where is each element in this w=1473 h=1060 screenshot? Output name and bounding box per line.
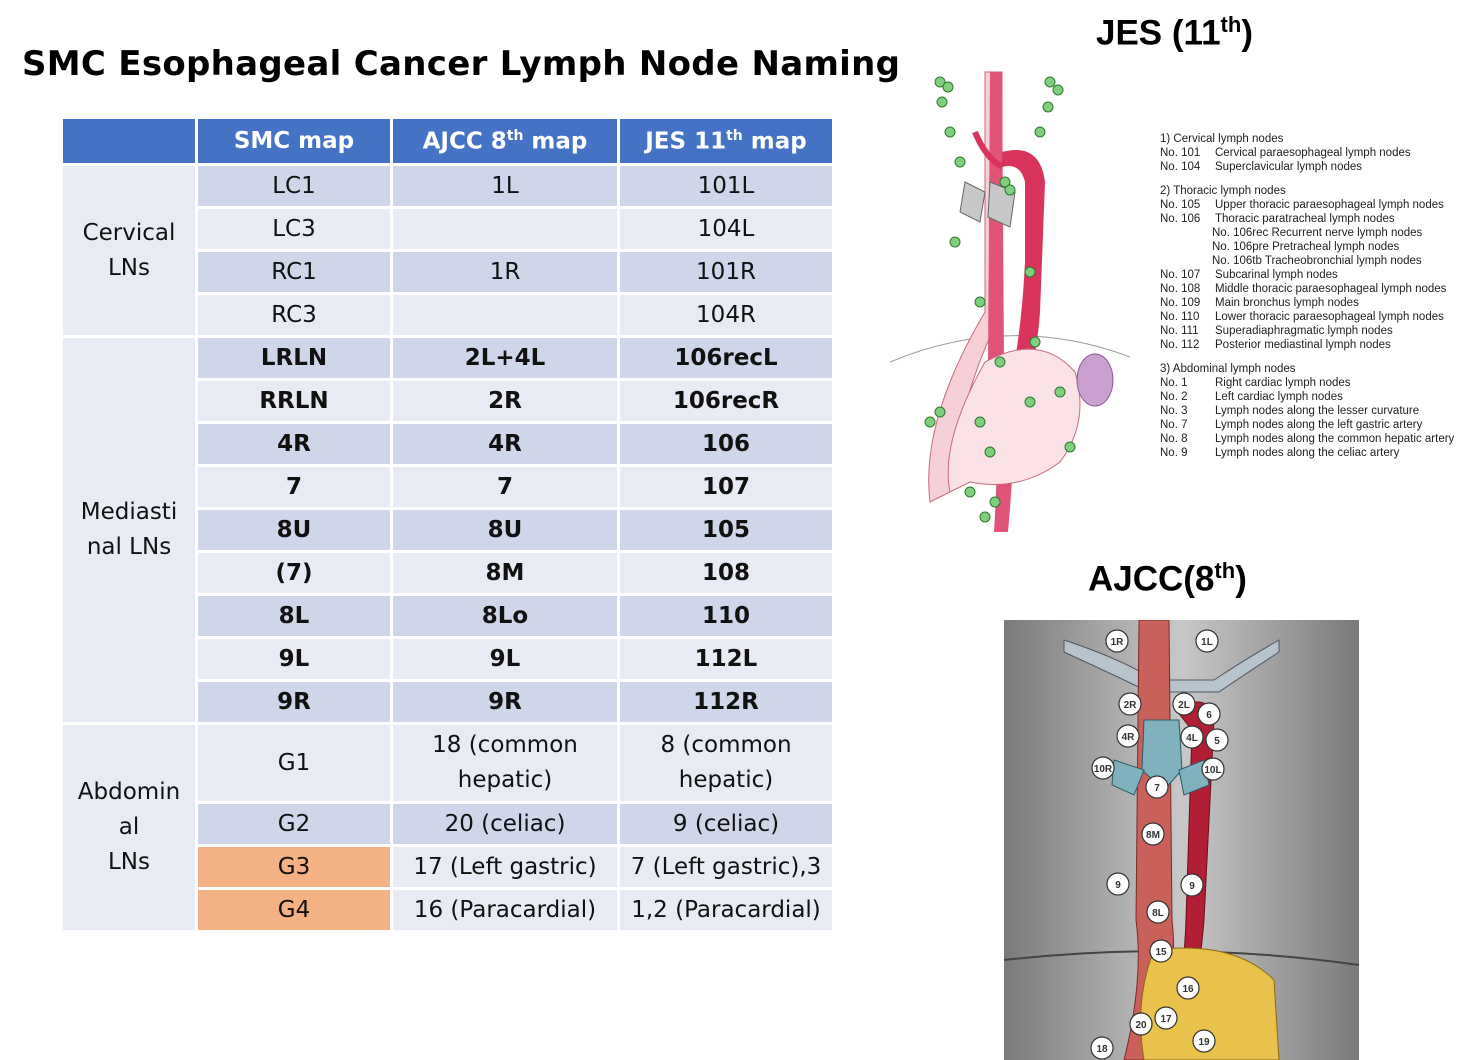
smc-cell: G2 bbox=[197, 803, 392, 846]
legend-item: No. 106rec Recurrent nerve lymph nodes bbox=[1212, 227, 1423, 239]
legend-item: No. 110 Lower thoracic paraesophageal lymph nodes bbox=[1160, 311, 1444, 323]
ajcc-node-7: 7 bbox=[1154, 783, 1160, 794]
ajcc-node-6: 6 bbox=[1206, 710, 1212, 721]
legend-block-cervical bbox=[1160, 132, 1473, 174]
ajcc-node-18: 18 bbox=[1096, 1044, 1108, 1055]
smc-cell: 8U bbox=[197, 509, 392, 552]
header-jes-map: JES 11th map bbox=[619, 118, 834, 165]
legend-item: No. 8 Lymph nodes along the common hepatic artery bbox=[1160, 433, 1455, 445]
ajcc-cell: 8U bbox=[392, 509, 619, 552]
ajcc-cell: 2L+4L bbox=[392, 337, 619, 380]
table-row bbox=[62, 337, 834, 380]
smc-cell-highlighted: G4 bbox=[197, 889, 392, 932]
ajcc-node-8l: 8L bbox=[1152, 908, 1164, 919]
jes-cell: 107 bbox=[619, 466, 834, 509]
group-cervical: Cervical LNs bbox=[62, 165, 197, 337]
jes-cell: 9 (celiac) bbox=[619, 803, 834, 846]
legend-item: No. 105 Upper thoracic paraesophageal lymph nodes bbox=[1160, 199, 1444, 211]
smc-cell: RC1 bbox=[197, 251, 392, 294]
page-title: SMC Esophageal Cancer Lymph Node Naming bbox=[22, 44, 901, 84]
legend-item: No. 3 Lymph nodes along the lesser curvature bbox=[1160, 405, 1420, 417]
legend-item: No. 107 Subcarinal lymph nodes bbox=[1160, 269, 1338, 281]
ajcc-node-17: 17 bbox=[1160, 1014, 1172, 1025]
ajcc-node-9-right: 9 bbox=[1115, 880, 1121, 891]
smc-cell: LRLN bbox=[197, 337, 392, 380]
ajcc-cell: 1R bbox=[392, 251, 619, 294]
ajcc-cell: 20 (celiac) bbox=[392, 803, 619, 846]
ajcc-node-20: 20 bbox=[1135, 1020, 1147, 1031]
ajcc-cell: 8M bbox=[392, 552, 619, 595]
smc-cell: RC3 bbox=[197, 294, 392, 337]
table-header-row bbox=[62, 118, 834, 165]
ajcc-node-10r: 10R bbox=[1093, 764, 1113, 775]
ajcc-cell: 8Lo bbox=[392, 595, 619, 638]
jes-cell: 104R bbox=[619, 294, 834, 337]
smc-cell: 9R bbox=[197, 681, 392, 724]
legend-item: No. 1 Right cardiac lymph nodes bbox=[1160, 377, 1351, 389]
ajcc-cell bbox=[392, 208, 619, 251]
jes-legend bbox=[1160, 132, 1473, 470]
ajcc-cell: 17 (Left gastric) bbox=[392, 846, 619, 889]
legend-item: No. 106tb Tracheobronchial lymph nodes bbox=[1212, 255, 1422, 267]
jes-heading: JES (11th) bbox=[1096, 12, 1253, 53]
jes-cell: 112L bbox=[619, 638, 834, 681]
smc-cell: LC1 bbox=[197, 165, 392, 208]
header-ajcc-map: AJCC 8th map bbox=[392, 118, 619, 165]
legend-item: No. 101 Cervical paraesophageal lymph nodes bbox=[1160, 147, 1411, 159]
lymph-node-table bbox=[60, 116, 835, 933]
legend-title: 3) Abdominal lymph nodes bbox=[1160, 363, 1296, 375]
header-blank bbox=[62, 118, 197, 165]
ajcc-node-1l: 1L bbox=[1201, 637, 1213, 648]
ajcc-cell: 4R bbox=[392, 423, 619, 466]
ajcc-cell: 2R bbox=[392, 380, 619, 423]
jes-cell: 106recL bbox=[619, 337, 834, 380]
ajcc-node-2l: 2L bbox=[1178, 700, 1190, 711]
ajcc-node-9-left: 9 bbox=[1189, 881, 1195, 892]
ajcc-cell: 16 (Paracardial) bbox=[392, 889, 619, 932]
smc-cell-highlighted: G3 bbox=[197, 846, 392, 889]
smc-cell: 8L bbox=[197, 595, 392, 638]
ajcc-cell: 9R bbox=[392, 681, 619, 724]
legend-item: No. 106 Thoracic paratracheal lymph nodes bbox=[1160, 213, 1395, 225]
jes-anatomy-figure bbox=[890, 62, 1130, 532]
legend-item: No. 7 Lymph nodes along the left gastric artery bbox=[1160, 419, 1423, 431]
ajcc-node-16: 16 bbox=[1182, 984, 1194, 995]
jes-cell: 104L bbox=[619, 208, 834, 251]
ajcc-node-19: 19 bbox=[1198, 1037, 1210, 1048]
legend-title: 2) Thoracic lymph nodes bbox=[1160, 185, 1286, 197]
jes-cell: 106 bbox=[619, 423, 834, 466]
jes-cell: 110 bbox=[619, 595, 834, 638]
ajcc-cell: 7 bbox=[392, 466, 619, 509]
group-mediastinal: Mediasti nal LNs bbox=[62, 337, 197, 724]
ajcc-node-15: 15 bbox=[1155, 947, 1167, 958]
legend-item: No. 112 Posterior mediastinal lymph nodes bbox=[1160, 339, 1391, 351]
ajcc-node-5: 5 bbox=[1214, 736, 1220, 747]
legend-item: No. 109 Main bronchus lymph nodes bbox=[1160, 297, 1359, 309]
jes-cell: 101L bbox=[619, 165, 834, 208]
ajcc-cell: 1L bbox=[392, 165, 619, 208]
smc-cell: 7 bbox=[197, 466, 392, 509]
legend-item: No. 106pre Pretracheal lymph nodes bbox=[1212, 241, 1400, 253]
smc-cell: (7) bbox=[197, 552, 392, 595]
jes-cell: 101R bbox=[619, 251, 834, 294]
header-smc-map: SMC map bbox=[197, 118, 392, 165]
ajcc-node-10l: 10L bbox=[1204, 765, 1222, 776]
legend-item: No. 2 Left cardiac lymph nodes bbox=[1160, 391, 1343, 403]
jes-cell: 7 (Left gastric),3 bbox=[619, 846, 834, 889]
table-row bbox=[62, 724, 834, 803]
legend-item: No. 9 Lymph nodes along the celiac artery bbox=[1160, 447, 1400, 459]
legend-title: 1) Cervical lymph nodes bbox=[1160, 133, 1284, 145]
smc-cell: 4R bbox=[197, 423, 392, 466]
jes-cell: 1,2 (Paracardial) bbox=[619, 889, 834, 932]
ajcc-node-1r: 1R bbox=[1110, 637, 1124, 648]
smc-cell: LC3 bbox=[197, 208, 392, 251]
legend-item: No. 111 Superadiaphragmatic lymph nodes bbox=[1160, 325, 1393, 337]
legend-block-thoracic bbox=[1160, 184, 1473, 352]
group-abdominal: Abdomin al LNs bbox=[62, 724, 197, 932]
ajcc-node-2r: 2R bbox=[1123, 700, 1137, 711]
ajcc-node-4l: 4L bbox=[1186, 733, 1198, 744]
smc-cell: G1 bbox=[197, 724, 392, 803]
ajcc-anatomy-figure bbox=[1004, 620, 1359, 1060]
jes-cell: 106recR bbox=[619, 380, 834, 423]
legend-block-abdominal bbox=[1160, 362, 1473, 460]
jes-cell: 108 bbox=[619, 552, 834, 595]
jes-cell: 105 bbox=[619, 509, 834, 552]
ajcc-node-4r: 4R bbox=[1121, 732, 1135, 743]
ajcc-heading: AJCC(8th) bbox=[1088, 558, 1247, 599]
jes-cell: 112R bbox=[619, 681, 834, 724]
legend-item: No. 104 Superclavicular lymph nodes bbox=[1160, 161, 1363, 173]
jes-cell: 8 (common hepatic) bbox=[619, 724, 834, 803]
ajcc-cell: 9L bbox=[392, 638, 619, 681]
legend-item: No. 108 Middle thoracic paraesophageal lymph nodes bbox=[1160, 283, 1447, 295]
table-row bbox=[62, 165, 834, 208]
ajcc-cell bbox=[392, 294, 619, 337]
ajcc-cell: 18 (common hepatic) bbox=[392, 724, 619, 803]
ajcc-node-8m: 8M bbox=[1146, 830, 1160, 841]
smc-cell: 9L bbox=[197, 638, 392, 681]
smc-cell: RRLN bbox=[197, 380, 392, 423]
